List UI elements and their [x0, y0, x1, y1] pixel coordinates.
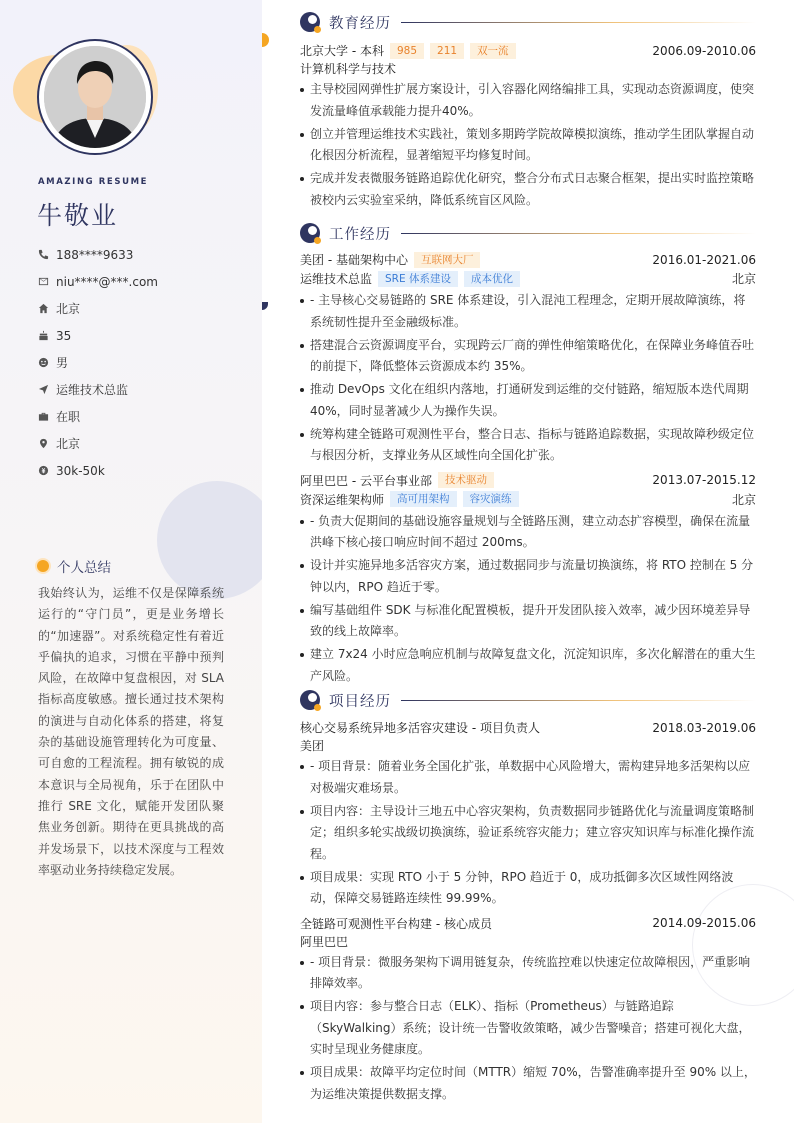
work-title: 工作经历 [329, 226, 391, 243]
job-company: 美团 - 基础架构中心 [300, 253, 408, 267]
job-role: 资深运维架构师 [300, 492, 385, 507]
location-pin-icon [38, 438, 56, 449]
work-section [300, 222, 756, 691]
info-phone-text: 188****9633 [56, 247, 134, 262]
list-item: 创立并管理运维技术实践社，策划多期跨学院故障模拟演练，推动学生团队掌握自动化根因分析流程，显著缩短平均修复时间。 [300, 124, 756, 167]
info-age [38, 322, 248, 349]
contact-info-list [38, 241, 248, 484]
work-heading [300, 222, 756, 244]
home-icon [38, 303, 56, 314]
list-item: 项目内容：主导设计三地五中心容灾架构，负责数据同步链路优化与流量调度策略制定；组织多轮实战级切换演练，验证系统容灾能力；建立容灾知识库与标准化操作流程。 [300, 801, 756, 866]
projects-section [300, 689, 756, 1109]
job-entry [300, 250, 756, 467]
info-email [38, 268, 248, 295]
summary-heading [37, 556, 111, 576]
job-role: 运维技术总监 [300, 272, 373, 286]
info-gender-text: 男 [56, 356, 69, 370]
section-badge-icon [300, 223, 320, 243]
role-tag: 高可用架构 [390, 491, 457, 507]
list-item: 建立 7x24 小时应急响应机制与故障复盘文化，沉淀知识库，多次化解潜在的重大生产风险。 [300, 644, 756, 687]
list-item: 设计并实施异地多活容灾方案，通过数据同步与流量切换演练，将 RTO 控制在 5 分钟以内，RPO 趋近于零。 [300, 555, 756, 598]
section-divider [401, 233, 756, 234]
info-gender [38, 349, 248, 376]
school-name: 北京大学 - 本科 [300, 44, 384, 58]
decor-half-circle-orange [262, 33, 269, 47]
list-item: 项目内容：参与整合日志（ELK）、指标（Prometheus）与链路追踪（SkyWalking）系统；设计统一告警收敛策略，减少告警噪音；搭建可视化大盘，实时呈现业务健康度。 [300, 996, 756, 1061]
list-item: 完成并发表微服务链路追踪优化研究，整合分布式日志聚合框架，提出实时监控策略被校内云实验室采纳，降低系统盲区风险。 [300, 168, 756, 211]
school-tag: 985 [390, 43, 424, 59]
info-salary [38, 457, 248, 484]
school-tag: 双一流 [470, 43, 516, 59]
list-item: - 负责大促期间的基础设施容量规划与全链路压测，建立动态扩容模型，确保在流量洪峰下核心接口响应时间不超过 200ms。 [300, 511, 756, 554]
decor-corner-navy [262, 302, 268, 310]
info-home-text: 北京 [56, 302, 81, 316]
project-org: 阿里巴巴 [300, 934, 349, 949]
decor-blob-blue [157, 481, 262, 599]
sidebar [0, 0, 262, 1123]
job-date: 2016.01-2021.06 [652, 252, 756, 267]
candidate-name: 牛敬业 [37, 201, 119, 230]
role-tag: SRE 体系建设 [378, 271, 458, 287]
section-divider [401, 700, 756, 701]
gender-icon [38, 357, 56, 368]
briefcase-icon [38, 411, 56, 422]
mail-icon [38, 276, 56, 287]
list-item: 推动 DevOps 文化在组织内落地，打通研发到运维的交付链路，缩短版本迭代周期 40%，同时显著减少人为操作失误。 [300, 379, 756, 422]
projects-title: 项目经历 [329, 693, 391, 710]
info-position-text: 运维技术总监 [56, 383, 129, 397]
info-status-text: 在职 [56, 410, 81, 424]
education-row [300, 41, 756, 60]
job-date: 2013.07-2015.12 [652, 473, 756, 487]
info-phone [38, 241, 248, 268]
project-name: 核心交易系统异地多活容灾建设 - 项目负责人 [300, 721, 540, 735]
major: 计算机科学与技术 [300, 62, 397, 76]
summary-title: 个人总结 [57, 560, 111, 576]
job-entry [300, 471, 756, 688]
send-icon [38, 384, 56, 395]
project-date: 2014.09-2015.06 [652, 916, 756, 930]
project-org: 美团 [300, 739, 325, 753]
company-tag: 互联网大厂 [414, 252, 481, 268]
list-item: 主导校园网弹性扩展方案设计，引入容器化网络编排工具，实现动态资源调度，使突发流量峰值承载能力提升40%。 [300, 79, 756, 122]
project-date: 2018.03-2019.06 [652, 720, 756, 735]
cake-icon [38, 330, 56, 341]
project-entry [300, 914, 756, 1106]
education-date: 2006.09-2010.06 [652, 43, 756, 58]
list-item: - 主导核心交易链路的 SRE 体系建设，引入混沌工程理念，定期开展故障演练，将系统韧性提升至金融级标准。 [300, 290, 756, 333]
phone-icon [38, 249, 56, 260]
list-item: 项目成果：故障平均定位时间（MTTR）缩短 70%，告警准确率提升至 90% 以上，为运维决策提供数据支撑。 [300, 1062, 756, 1105]
job-company: 阿里巴巴 - 云平台事业部 [300, 473, 432, 488]
avatar-portrait-icon [44, 46, 146, 148]
summary-dot-icon [37, 560, 49, 572]
info-city-text: 北京 [56, 437, 81, 451]
info-salary-text: 30k-50k [56, 463, 105, 478]
info-status [38, 403, 248, 430]
role-tag: 容灾演练 [463, 491, 519, 507]
projects-heading [300, 689, 756, 711]
list-item: 项目成果：实现 RTO 小于 5 分钟，RPO 趋近于 0，成功抵御多次区域性网络波动，保障交易链路连续性 99.99%。 [300, 867, 756, 910]
education-heading [300, 11, 756, 33]
avatar [44, 46, 146, 148]
summary-text: 我始终认为，运维不仅是保障系统运行的“守门员”，更是业务增长的“加速器”。对系统稳定性有着近乎偏执的追求，习惯在平静中预判风险，在故障中复盘根因，对 SLA 指标高度敏感。擅长通过技术架构的演进与自动化体系的搭建，将复杂的基础设施管理转化为可度量、可自愈的工程流程。拥有敏锐的成本意识与全局视角，乐于在团队中推行 SRE 文化，赋能开发团队聚焦业务创新。期待在更具挑战的高并发场景下，以技术深度与工程效率驱动业务持续稳定发展。 [38, 586, 224, 877]
resume-tagline: AMAZING RESUME [38, 177, 149, 187]
school-tag: 211 [430, 43, 464, 59]
info-city [38, 430, 248, 457]
job-city: 北京 [731, 492, 756, 507]
job-city: 北京 [731, 272, 756, 286]
list-item: 编写基础组件 SDK 与标准化配置模板，提升开发团队接入效率，减少因环境差异导致的线上故障率。 [300, 600, 756, 643]
list-item: 搭建混合云资源调度平台，实现跨云厂商的弹性伸缩策略优化，在保障业务峰值吞吐的前提下，降低整体云资源成本约 35%。 [300, 335, 756, 378]
info-email-text: niu****@***.com [56, 274, 158, 289]
project-entry [300, 718, 756, 910]
education-bullets [300, 79, 756, 211]
list-item: - 项目背景：微服务架构下调用链复杂，传统监控难以快速定位故障根因，严重影响排障效率。 [300, 952, 756, 995]
project-name: 全链路可观测性平台构建 - 核心成员 [300, 916, 492, 931]
list-item: - 项目背景：随着业务全国化扩张，单数据中心风险增大，需构建异地多活架构以应对极端灾难场景。 [300, 756, 756, 799]
company-tag: 技术驱动 [438, 472, 494, 488]
info-age-text: 35 [56, 328, 72, 343]
info-position [38, 376, 248, 403]
role-tag: 成本优化 [464, 271, 520, 287]
info-home [38, 295, 248, 322]
list-item: 统筹构建全链路可观测性平台，整合日志、指标与链路追踪数据，实现故障秒级定位与根因分析，支撑业务从区域性向全国化扩张。 [300, 424, 756, 467]
section-badge-icon [300, 12, 320, 32]
section-divider [401, 22, 756, 23]
education-title: 教育经历 [329, 15, 391, 32]
section-badge-icon [300, 690, 320, 710]
salary-icon [38, 465, 56, 476]
education-section [300, 11, 756, 213]
